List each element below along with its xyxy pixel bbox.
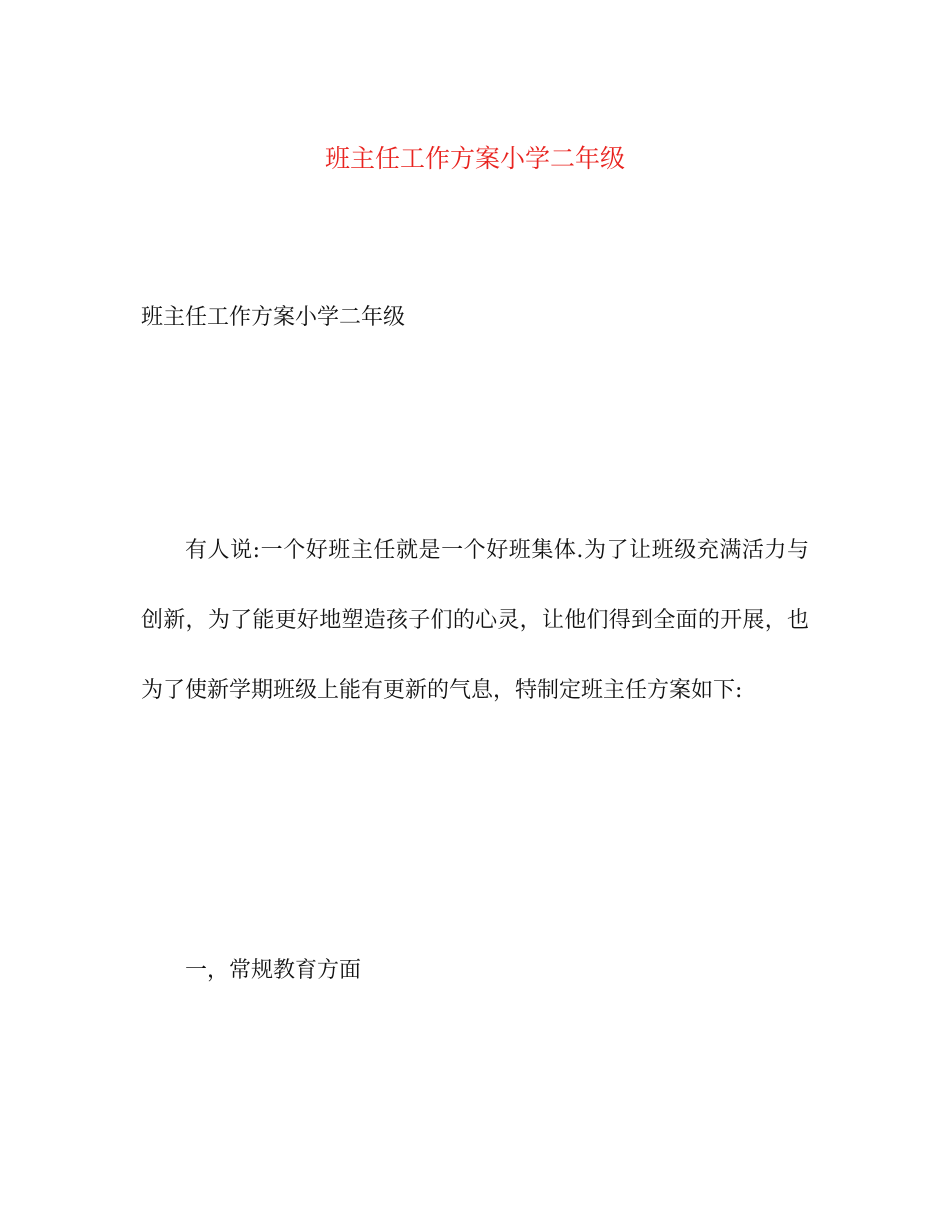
section-heading: 一，常规教育方面 [185, 958, 362, 983]
intro-paragraph: 有人说:一个好班主任就是一个好班集体.为了让班级充满活力与创新，为了能更好地塑造孩子们的心灵，让他们得到全面的开展，也为了使新学期班级上能有更新的气息，特制定班主任方案如下: [141, 538, 809, 703]
document-title: 班主任工作方案小学二年级 [324, 144, 625, 173]
document-subtitle: 班主任工作方案小学二年级 [141, 305, 406, 330]
